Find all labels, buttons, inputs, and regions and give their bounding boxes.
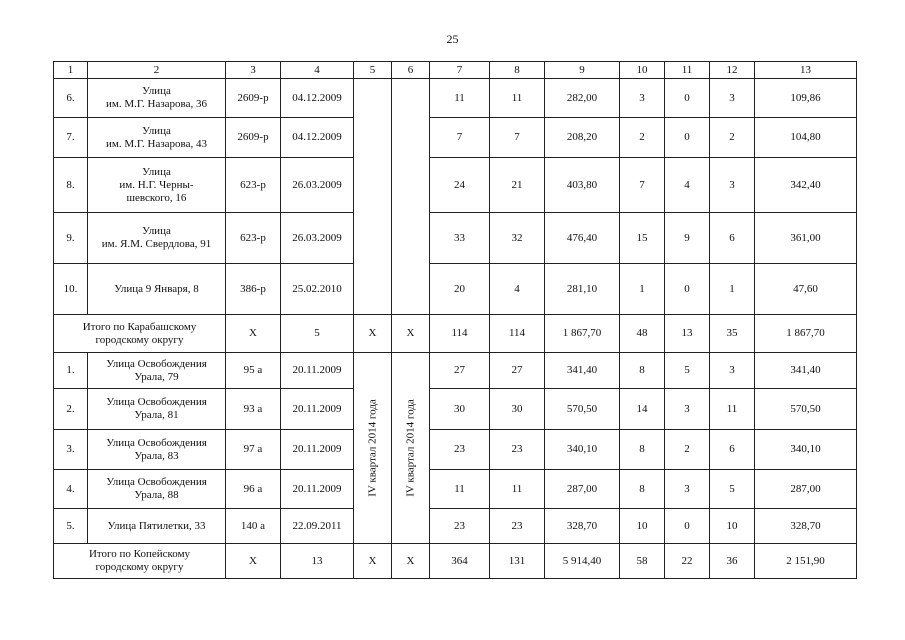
cell-col7: 30 — [430, 389, 490, 430]
cell-col9: 340,10 — [545, 430, 620, 470]
document-number: 95 а — [226, 353, 281, 389]
cell-col8: 23 — [490, 430, 545, 470]
document-date: 20.11.2009 — [281, 470, 354, 509]
cell-col13: 340,10 — [755, 430, 857, 470]
document-number: 2609-р — [226, 79, 281, 118]
col-header-12: 12 — [710, 62, 755, 79]
cell-col12: 1 — [710, 264, 755, 315]
total-label: Итого по Копейскому городскому округу — [54, 544, 226, 579]
cell-col7: 24 — [430, 158, 490, 213]
housing-register-table — [53, 61, 857, 579]
col-header-10: 10 — [620, 62, 665, 79]
total-cell-col11: 22 — [665, 544, 710, 579]
document-number: 96 а — [226, 470, 281, 509]
row-number: 8. — [54, 158, 88, 213]
cell-col9: 476,40 — [545, 213, 620, 264]
cell-col12: 6 — [710, 430, 755, 470]
total-cell-col4: 5 — [281, 315, 354, 353]
total-cell-col5: X — [354, 315, 392, 353]
cell-col8: 32 — [490, 213, 545, 264]
cell-col11: 3 — [665, 389, 710, 430]
cell-col7: 11 — [430, 79, 490, 118]
total-cell-col5: X — [354, 544, 392, 579]
table-row — [54, 353, 857, 389]
cell-col11: 9 — [665, 213, 710, 264]
table-row — [54, 264, 857, 315]
total-cell-col6: X — [392, 315, 430, 353]
total-cell-col9: 5 914,40 — [545, 544, 620, 579]
document-date: 25.02.2010 — [281, 264, 354, 315]
cell-col10: 14 — [620, 389, 665, 430]
cell-col8: 11 — [490, 79, 545, 118]
house-address: Улица Освобождения Урала, 79 — [88, 353, 226, 389]
cell-col13: 104,80 — [755, 118, 857, 158]
total-row-karabash — [54, 315, 857, 353]
cell-col10: 8 — [620, 470, 665, 509]
total-cell-col3: X — [226, 544, 281, 579]
total-label: Итого по Карабашскому городскому округу — [54, 315, 226, 353]
page-number: 25 — [446, 32, 459, 46]
house-address: Улица им. М.Г. Назарова, 36 — [88, 79, 226, 118]
col-header-8: 8 — [490, 62, 545, 79]
document-date: 20.11.2009 — [281, 389, 354, 430]
cell-col8: 21 — [490, 158, 545, 213]
total-cell-col11: 13 — [665, 315, 710, 353]
house-address: Улица Освобождения Урала, 83 — [88, 430, 226, 470]
document-date: 04.12.2009 — [281, 118, 354, 158]
document-number: 623-р — [226, 213, 281, 264]
cell-col10: 7 — [620, 158, 665, 213]
period-label-col5: IV квартал 2014 года — [366, 399, 378, 497]
col-header-13: 13 — [755, 62, 857, 79]
cell-col11: 0 — [665, 264, 710, 315]
period-label-col6: IV квартал 2014 года — [404, 399, 416, 497]
total-cell-col9: 1 867,70 — [545, 315, 620, 353]
cell-col7: 23 — [430, 509, 490, 544]
cell-col13: 328,70 — [755, 509, 857, 544]
total-cell-col13: 2 151,90 — [755, 544, 857, 579]
row-number: 5. — [54, 509, 88, 544]
cell-col13: 287,00 — [755, 470, 857, 509]
cell-col11: 3 — [665, 470, 710, 509]
cell-col9: 328,70 — [545, 509, 620, 544]
total-cell-col10: 58 — [620, 544, 665, 579]
cell-col11: 4 — [665, 158, 710, 213]
row-number: 9. — [54, 213, 88, 264]
row-number: 3. — [54, 430, 88, 470]
cell-col7: 23 — [430, 430, 490, 470]
cell-col10: 10 — [620, 509, 665, 544]
cell-col7: 20 — [430, 264, 490, 315]
document-number: 93 а — [226, 389, 281, 430]
house-address: Улица Освобождения Урала, 88 — [88, 470, 226, 509]
cell-col9: 341,40 — [545, 353, 620, 389]
cell-col13: 570,50 — [755, 389, 857, 430]
document-date: 22.09.2011 — [281, 509, 354, 544]
table-row — [54, 509, 857, 544]
group1-col5-merged — [354, 79, 392, 315]
cell-col12: 6 — [710, 213, 755, 264]
total-cell-col7: 114 — [430, 315, 490, 353]
cell-col8: 30 — [490, 389, 545, 430]
cell-col11: 0 — [665, 509, 710, 544]
cell-col9: 287,00 — [545, 470, 620, 509]
cell-col11: 0 — [665, 79, 710, 118]
row-number: 2. — [54, 389, 88, 430]
col-header-7: 7 — [430, 62, 490, 79]
col-header-2: 2 — [88, 62, 226, 79]
cell-col12: 10 — [710, 509, 755, 544]
cell-col10: 2 — [620, 118, 665, 158]
col-header-5: 5 — [354, 62, 392, 79]
house-address: Улица им. Я.М. Свердлова, 91 — [88, 213, 226, 264]
total-cell-col12: 36 — [710, 544, 755, 579]
cell-col8: 11 — [490, 470, 545, 509]
table-row — [54, 470, 857, 509]
document-date: 20.11.2009 — [281, 353, 354, 389]
total-cell-col8: 114 — [490, 315, 545, 353]
cell-col11: 2 — [665, 430, 710, 470]
row-number: 1. — [54, 353, 88, 389]
col-header-11: 11 — [665, 62, 710, 79]
cell-col8: 7 — [490, 118, 545, 158]
total-cell-col12: 35 — [710, 315, 755, 353]
cell-col9: 570,50 — [545, 389, 620, 430]
cell-col13: 361,00 — [755, 213, 857, 264]
cell-col7: 7 — [430, 118, 490, 158]
cell-col10: 8 — [620, 353, 665, 389]
cell-col13: 342,40 — [755, 158, 857, 213]
cell-col10: 8 — [620, 430, 665, 470]
document-number: 386-р — [226, 264, 281, 315]
cell-col7: 27 — [430, 353, 490, 389]
cell-col10: 1 — [620, 264, 665, 315]
row-number: 4. — [54, 470, 88, 509]
col-header-1: 1 — [54, 62, 88, 79]
total-cell-col3: X — [226, 315, 281, 353]
document-date: 20.11.2009 — [281, 430, 354, 470]
total-cell-col6: X — [392, 544, 430, 579]
row-number: 7. — [54, 118, 88, 158]
total-cell-col8: 131 — [490, 544, 545, 579]
cell-col11: 5 — [665, 353, 710, 389]
house-address: Улица Освобождения Урала, 81 — [88, 389, 226, 430]
house-address: Улица Пятилетки, 33 — [88, 509, 226, 544]
cell-col12: 11 — [710, 389, 755, 430]
table-row — [54, 389, 857, 430]
cell-col8: 23 — [490, 509, 545, 544]
group2-period-col6 — [392, 353, 430, 544]
cell-col12: 2 — [710, 118, 755, 158]
total-cell-col4: 13 — [281, 544, 354, 579]
col-header-4: 4 — [281, 62, 354, 79]
cell-col12: 5 — [710, 470, 755, 509]
document-date: 04.12.2009 — [281, 79, 354, 118]
cell-col12: 3 — [710, 158, 755, 213]
cell-col9: 208,20 — [545, 118, 620, 158]
document-date: 26.03.2009 — [281, 213, 354, 264]
group1-col6-merged — [392, 79, 430, 315]
col-header-9: 9 — [545, 62, 620, 79]
house-address: Улица им. Н.Г. Черны- шевского, 16 — [88, 158, 226, 213]
cell-col13: 341,40 — [755, 353, 857, 389]
total-cell-col10: 48 — [620, 315, 665, 353]
cell-col12: 3 — [710, 353, 755, 389]
total-row-kopeisk — [54, 544, 857, 579]
house-address: Улица им. М.Г. Назарова, 43 — [88, 118, 226, 158]
table-row — [54, 79, 857, 118]
col-header-6: 6 — [392, 62, 430, 79]
document-date: 26.03.2009 — [281, 158, 354, 213]
table-row — [54, 430, 857, 470]
house-address: Улица 9 Января, 8 — [88, 264, 226, 315]
cell-col13: 109,86 — [755, 79, 857, 118]
cell-col13: 47,60 — [755, 264, 857, 315]
cell-col9: 281,10 — [545, 264, 620, 315]
cell-col11: 0 — [665, 118, 710, 158]
table-row — [54, 118, 857, 158]
document-number: 623-р — [226, 158, 281, 213]
cell-col12: 3 — [710, 79, 755, 118]
cell-col7: 11 — [430, 470, 490, 509]
table-row — [54, 158, 857, 213]
total-cell-col7: 364 — [430, 544, 490, 579]
table-row — [54, 213, 857, 264]
document-number: 2609-р — [226, 118, 281, 158]
cell-col7: 33 — [430, 213, 490, 264]
document-number: 140 а — [226, 509, 281, 544]
cell-col9: 282,00 — [545, 79, 620, 118]
col-header-3: 3 — [226, 62, 281, 79]
document-number: 97 а — [226, 430, 281, 470]
cell-col8: 4 — [490, 264, 545, 315]
group2-period-col5 — [354, 353, 392, 544]
total-cell-col13: 1 867,70 — [755, 315, 857, 353]
row-number: 6. — [54, 79, 88, 118]
cell-col10: 15 — [620, 213, 665, 264]
cell-col10: 3 — [620, 79, 665, 118]
cell-col9: 403,80 — [545, 158, 620, 213]
cell-col8: 27 — [490, 353, 545, 389]
column-number-header-row — [54, 62, 857, 79]
row-number: 10. — [54, 264, 88, 315]
